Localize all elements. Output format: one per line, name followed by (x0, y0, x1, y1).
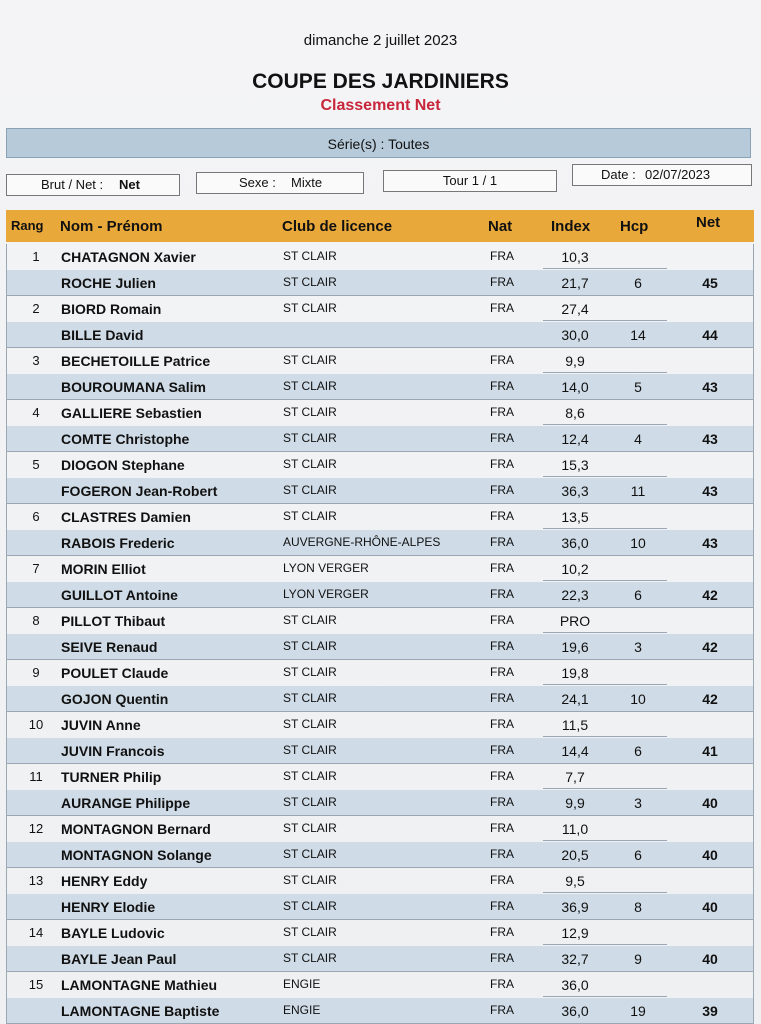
sexe-value: Mixte (291, 175, 323, 190)
net-cell: 40 (702, 951, 718, 967)
index-divider (543, 996, 667, 997)
rank-cell: 3 (32, 353, 40, 368)
index-cell: 20,5 (561, 847, 589, 863)
nat-cell: FRA (490, 873, 514, 887)
table-row (7, 582, 753, 607)
nat-cell: FRA (490, 717, 514, 731)
club-cell: LYON VERGER (283, 587, 369, 601)
net-cell: 42 (702, 639, 718, 655)
index-divider (543, 944, 667, 945)
nat-cell: FRA (490, 795, 514, 809)
club-cell: ST CLAIR (283, 717, 337, 731)
player-name: TURNER Philip (61, 769, 162, 785)
club-cell: ST CLAIR (283, 951, 337, 965)
player-name: BIORD Romain (61, 301, 162, 317)
nat-cell: FRA (490, 301, 514, 315)
club-cell: ST CLAIR (283, 821, 337, 835)
col-nom: Nom - Prénom (60, 218, 163, 235)
results-table (6, 244, 754, 1024)
index-cell: 32,7 (561, 951, 589, 967)
net-cell: 44 (702, 327, 718, 343)
nat-cell: FRA (490, 665, 514, 679)
net-cell: 43 (702, 483, 718, 499)
col-club: Club de licence (282, 218, 393, 235)
brut-net-filter (6, 174, 180, 196)
table-row (7, 660, 753, 685)
net-cell: 40 (702, 847, 718, 863)
rank-cell: 13 (28, 873, 44, 888)
net-cell: 43 (702, 535, 718, 551)
table-row (7, 894, 753, 919)
player-name: POULET Claude (61, 665, 169, 681)
index-divider (543, 268, 667, 269)
hcp-cell: 19 (630, 1003, 646, 1019)
club-cell: ST CLAIR (283, 405, 337, 419)
table-row (7, 608, 753, 633)
player-name: ROCHE Julien (61, 275, 156, 291)
index-divider (543, 684, 667, 685)
index-divider (543, 580, 667, 581)
hcp-cell: 11 (630, 483, 646, 499)
net-cell: 41 (702, 743, 718, 759)
hcp-cell: 10 (630, 691, 646, 707)
hcp-cell: 3 (634, 795, 642, 811)
index-cell: 14,4 (561, 743, 589, 759)
series-bar: Série(s) : Toutes (6, 128, 751, 158)
nat-cell: FRA (490, 925, 514, 939)
player-name: GUILLOT Antoine (61, 587, 178, 603)
hcp-cell: 3 (634, 639, 642, 655)
index-cell: 36,0 (561, 1003, 589, 1019)
col-hcp: Hcp (620, 218, 649, 235)
index-divider (543, 528, 667, 529)
hcp-cell: 9 (634, 951, 642, 967)
nat-cell: FRA (490, 249, 514, 263)
nat-cell: FRA (490, 509, 514, 523)
club-cell: ST CLAIR (283, 899, 337, 913)
nat-cell: FRA (490, 457, 514, 471)
hcp-cell: 6 (634, 743, 642, 759)
nat-cell: FRA (490, 431, 514, 445)
club-cell: ST CLAIR (283, 483, 337, 497)
player-name: JUVIN Francois (61, 743, 165, 759)
index-cell: 24,1 (561, 691, 589, 707)
index-cell: 9,5 (565, 873, 585, 889)
col-net: Net (696, 214, 721, 231)
player-name: BAYLE Ludovic (61, 925, 165, 941)
nat-cell: FRA (490, 847, 514, 861)
club-cell: ST CLAIR (283, 457, 337, 471)
index-divider (543, 788, 667, 789)
player-name: LAMONTAGNE Mathieu (61, 977, 218, 993)
nat-cell: FRA (490, 379, 514, 393)
player-name: AURANGE Philippe (61, 795, 191, 811)
net-cell: 40 (702, 899, 718, 915)
result-group (6, 400, 754, 452)
tour-filter (383, 170, 557, 192)
rank-cell: 7 (32, 561, 40, 576)
player-name: BOUROUMANA Salim (61, 379, 206, 395)
index-cell: 27,4 (561, 301, 589, 317)
table-row (7, 738, 753, 763)
index-cell: 9,9 (565, 353, 585, 369)
club-cell: ST CLAIR (283, 379, 337, 393)
page-title: COUPE DES JARDINIERS (252, 70, 509, 93)
rank-cell: 5 (32, 457, 40, 472)
nat-cell: FRA (490, 353, 514, 367)
index-divider (543, 320, 667, 321)
nat-cell: FRA (490, 951, 514, 965)
index-cell: PRO (559, 613, 591, 629)
brut-net-label: Brut / Net : (41, 177, 104, 192)
rank-cell: 11 (29, 769, 43, 784)
hcp-cell: 5 (634, 379, 642, 395)
index-cell: 21,7 (561, 275, 589, 291)
index-cell: 30,0 (561, 327, 589, 343)
rank-cell: 8 (32, 613, 40, 628)
rank-cell: 4 (32, 405, 40, 420)
club-cell: ST CLAIR (283, 769, 337, 783)
net-cell: 43 (702, 379, 718, 395)
result-group (6, 608, 754, 660)
nat-cell: FRA (490, 405, 514, 419)
index-cell: 11,0 (561, 821, 589, 837)
index-divider (543, 424, 667, 425)
page-subtitle: Classement Net (320, 97, 441, 114)
table-row (7, 972, 753, 997)
nat-cell: FRA (490, 561, 514, 575)
nat-cell: FRA (490, 613, 514, 627)
nat-cell: FRA (490, 743, 514, 757)
nat-cell: FRA (490, 587, 514, 601)
index-cell: 36,0 (561, 977, 589, 993)
hcp-cell: 14 (630, 327, 646, 343)
index-divider (543, 736, 667, 737)
col-index: Index (551, 218, 591, 235)
result-group (6, 920, 754, 972)
club-cell: LYON VERGER (283, 561, 369, 575)
result-group (6, 296, 754, 348)
index-cell: 14,0 (561, 379, 589, 395)
club-cell: ST CLAIR (283, 873, 337, 887)
result-group (6, 712, 754, 764)
nat-cell: FRA (490, 977, 514, 991)
club-cell: ST CLAIR (283, 639, 337, 653)
table-row (7, 296, 753, 321)
player-name: BILLE David (61, 327, 144, 343)
nat-cell: FRA (490, 639, 514, 653)
table-row (7, 686, 753, 711)
result-group (6, 764, 754, 816)
player-name: SEIVE Renaud (61, 639, 158, 655)
index-cell: 10,3 (561, 249, 589, 265)
nat-cell: FRA (490, 483, 514, 497)
hcp-cell: 8 (634, 899, 642, 915)
index-cell: 19,8 (561, 665, 589, 681)
player-name: MONTAGNON Bernard (61, 821, 211, 837)
table-row (7, 634, 753, 659)
index-cell: 36,9 (561, 899, 589, 915)
index-cell: 22,3 (561, 587, 589, 603)
nat-cell: FRA (490, 769, 514, 783)
nat-cell: FRA (490, 821, 514, 835)
hcp-cell: 10 (630, 535, 646, 551)
player-name: JUVIN Anne (61, 717, 141, 733)
hcp-cell: 6 (634, 587, 642, 603)
index-divider (543, 840, 667, 841)
table-row (7, 712, 753, 737)
rank-cell: 10 (28, 717, 44, 732)
date-value: 02/07/2023 (645, 167, 711, 182)
table-row (7, 946, 753, 971)
rank-cell: 12 (28, 821, 44, 836)
index-divider (543, 892, 667, 893)
net-cell: 42 (702, 691, 718, 707)
club-cell: ST CLAIR (283, 509, 337, 523)
club-cell: ST CLAIR (283, 613, 337, 627)
hcp-cell: 6 (634, 275, 642, 291)
table-row (7, 842, 753, 867)
club-cell: ENGIE (283, 1003, 321, 1017)
result-group (6, 868, 754, 920)
result-group (6, 244, 754, 296)
rank-cell: 9 (32, 665, 40, 680)
nat-cell: FRA (490, 1003, 514, 1017)
result-group (6, 660, 754, 712)
table-row (7, 920, 753, 945)
hcp-cell: 4 (634, 431, 642, 447)
hcp-cell: 6 (634, 847, 642, 863)
club-cell: ST CLAIR (283, 665, 337, 679)
player-name: GALLIERE Sebastien (61, 405, 202, 421)
club-cell: ST CLAIR (283, 847, 337, 861)
table-row (7, 400, 753, 425)
rank-cell: 15 (28, 977, 44, 992)
index-cell: 7,7 (565, 769, 585, 785)
table-header (6, 210, 754, 242)
nat-cell: FRA (490, 899, 514, 913)
club-cell: ST CLAIR (283, 249, 337, 263)
event-date: dimanche 2 juillet 2023 (303, 32, 458, 49)
player-name: MONTAGNON Solange (61, 847, 212, 863)
rank-cell: 1 (32, 249, 40, 264)
index-cell: 13,5 (561, 509, 589, 525)
table-row (7, 790, 753, 815)
player-name: BECHETOILLE Patrice (61, 353, 211, 369)
table-row (7, 504, 753, 529)
index-cell: 12,9 (561, 925, 589, 941)
col-rang: Rang (11, 218, 44, 233)
club-cell: ST CLAIR (283, 795, 337, 809)
table-row (7, 764, 753, 789)
player-name: LAMONTAGNE Baptiste (61, 1003, 220, 1019)
result-group (6, 504, 754, 556)
player-name: RABOIS Frederic (61, 535, 175, 551)
player-name: HENRY Eddy (61, 873, 148, 889)
table-row (7, 868, 753, 893)
table-row (7, 270, 753, 295)
table-row (7, 374, 753, 399)
player-name: BAYLE Jean Paul (61, 951, 177, 967)
index-cell: 36,0 (561, 535, 589, 551)
net-cell: 39 (702, 1003, 718, 1019)
player-name: GOJON Quentin (61, 691, 169, 707)
table-row (7, 478, 753, 503)
nat-cell: FRA (490, 275, 514, 289)
result-group (6, 972, 754, 1024)
player-name: MORIN Elliot (61, 561, 146, 577)
club-cell: ENGIE (283, 977, 321, 991)
index-divider (543, 632, 667, 633)
club-cell: ST CLAIR (283, 743, 337, 757)
table-row (7, 348, 753, 373)
rank-cell: 2 (32, 301, 40, 316)
date-label: Date : (601, 167, 636, 182)
index-divider (543, 372, 667, 373)
rank-cell: 14 (28, 925, 44, 940)
index-cell: 11,5 (561, 717, 589, 733)
table-row (7, 530, 753, 555)
player-name: CLASTRES Damien (61, 509, 191, 525)
club-cell: ST CLAIR (283, 431, 337, 445)
nat-cell: FRA (490, 535, 514, 549)
col-nat: Nat (488, 218, 513, 235)
club-cell: AUVERGNE-RHÔNE-ALPES (283, 535, 441, 549)
index-cell: 10,2 (561, 561, 589, 577)
result-group (6, 556, 754, 608)
table-row (7, 426, 753, 451)
index-cell: 15,3 (561, 457, 589, 473)
index-cell: 9,9 (565, 795, 585, 811)
player-name: FOGERON Jean-Robert (61, 483, 218, 499)
index-cell: 8,6 (565, 405, 585, 421)
player-name: HENRY Elodie (61, 899, 156, 915)
club-cell: ST CLAIR (283, 691, 337, 705)
player-name: PILLOT Thibaut (61, 613, 166, 629)
table-row (7, 816, 753, 841)
tour-value: Tour 1 / 1 (442, 173, 498, 188)
result-group (6, 816, 754, 868)
result-group (6, 348, 754, 400)
date-filter (572, 164, 752, 186)
nat-cell: FRA (490, 691, 514, 705)
net-cell: 43 (702, 431, 718, 447)
index-cell: 12,4 (561, 431, 589, 447)
club-cell: ST CLAIR (283, 301, 337, 315)
table-row (7, 556, 753, 581)
player-name: COMTE Christophe (61, 431, 190, 447)
table-row (7, 322, 753, 347)
net-cell: 45 (702, 275, 718, 291)
rank-cell: 6 (32, 509, 40, 524)
club-cell: ST CLAIR (283, 925, 337, 939)
brut-net-value: Net (119, 177, 140, 192)
index-cell: 36,3 (561, 483, 589, 499)
index-cell: 19,6 (561, 639, 589, 655)
net-cell: 40 (702, 795, 718, 811)
sexe-label: Sexe : (239, 175, 276, 190)
net-cell: 42 (702, 587, 718, 603)
table-row (7, 244, 753, 269)
club-cell: ST CLAIR (283, 353, 337, 367)
club-cell: ST CLAIR (283, 275, 337, 289)
result-group (6, 452, 754, 504)
table-row (7, 998, 753, 1023)
index-divider (543, 476, 667, 477)
table-row (7, 452, 753, 477)
player-name: DIOGON Stephane (61, 457, 185, 473)
player-name: CHATAGNON Xavier (61, 249, 196, 265)
sexe-filter (196, 172, 364, 194)
